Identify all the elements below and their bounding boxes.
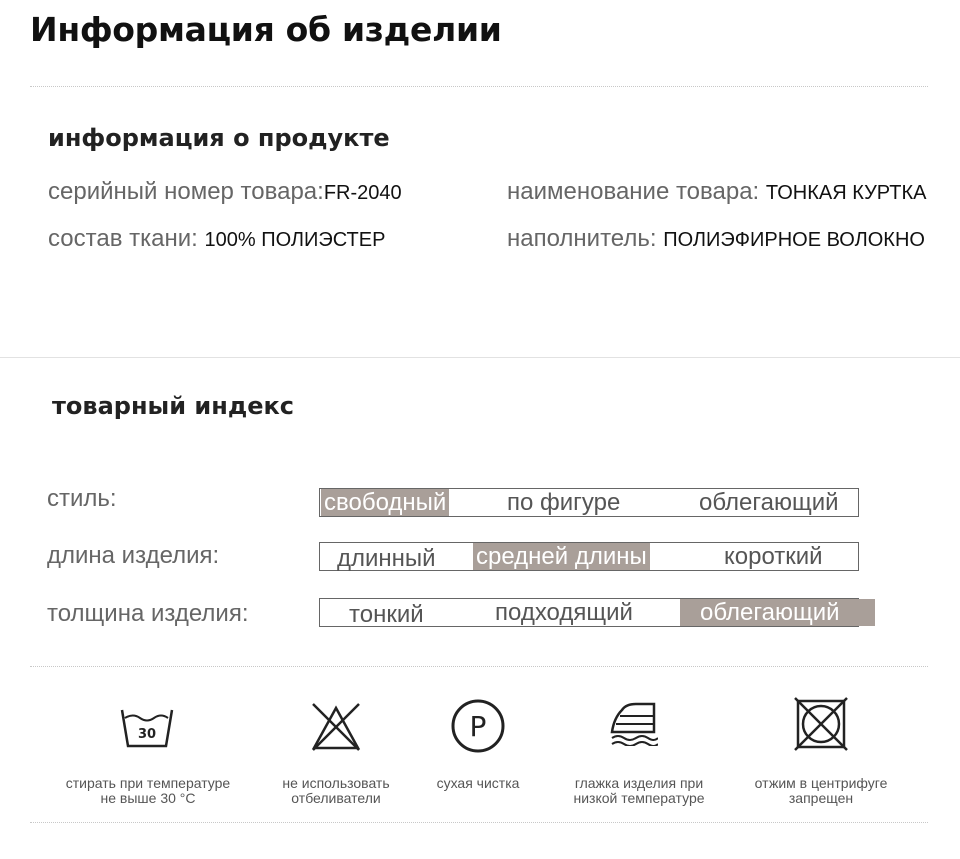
thickness-option-suitable: подходящий	[495, 599, 633, 626]
care-label-no-tumble: отжим в центрифуге запрещен	[754, 775, 888, 806]
divider	[30, 822, 928, 823]
thickness-option-dense: облегающий	[680, 599, 875, 626]
style-option-fitted: по фигуре	[507, 489, 621, 516]
serial-number-value: FR-2040	[323, 182, 402, 204]
serial-number-label: серийный номер товара:	[48, 178, 324, 205]
product-info-heading: информация о продукте	[48, 124, 390, 152]
wash-30-icon	[120, 706, 174, 750]
divider	[30, 666, 928, 667]
page-title: Информация об изделии	[30, 10, 502, 49]
fabric-field	[48, 225, 385, 253]
serial-number-field	[48, 178, 402, 206]
svg-text:P: P	[469, 710, 487, 743]
svg-text:30: 30	[137, 727, 157, 742]
thickness-option-thin: тонкий	[349, 601, 424, 628]
divider	[30, 86, 928, 87]
style-label: стиль:	[47, 485, 117, 512]
fabric-value: 100% ПОЛИЭСТЕР	[204, 229, 386, 251]
no-tumble-dry-icon	[794, 697, 848, 751]
length-label: длина изделия:	[47, 542, 220, 569]
length-scale	[319, 542, 859, 571]
product-name-field	[507, 178, 926, 206]
care-label-iron: глажка изделия при низкой температуре	[573, 775, 705, 806]
thickness-scale	[319, 598, 859, 627]
product-name-label: наименование товара:	[507, 178, 760, 205]
product-name-value: ТОНКАЯ КУРТКА	[765, 182, 927, 204]
care-label-dry-clean: сухая чистка	[436, 775, 520, 791]
style-option-loose: свободный	[321, 489, 449, 516]
length-option-long: длинный	[337, 545, 436, 572]
filler-value: ПОЛИЭФИРНОЕ ВОЛОКНО	[663, 229, 925, 251]
section-divider	[0, 357, 960, 358]
index-heading: товарный индекс	[52, 392, 294, 420]
iron-low-icon	[608, 700, 658, 746]
fabric-label: состав ткани:	[48, 225, 198, 252]
style-option-tight: облегающий	[699, 489, 839, 516]
filler-label: наполнитель:	[507, 225, 657, 252]
dry-clean-icon	[450, 698, 506, 754]
length-option-medium: средней длины	[473, 543, 650, 570]
care-label-no-bleach: не использовать отбеливатели	[282, 775, 390, 806]
filler-field	[507, 225, 925, 253]
thickness-label: толщина изделия:	[47, 600, 249, 627]
care-label-wash: стирать при температуре не выше 30 °C	[65, 775, 231, 806]
style-scale	[319, 488, 859, 517]
length-option-short: короткий	[724, 543, 823, 570]
no-bleach-icon	[310, 702, 362, 752]
